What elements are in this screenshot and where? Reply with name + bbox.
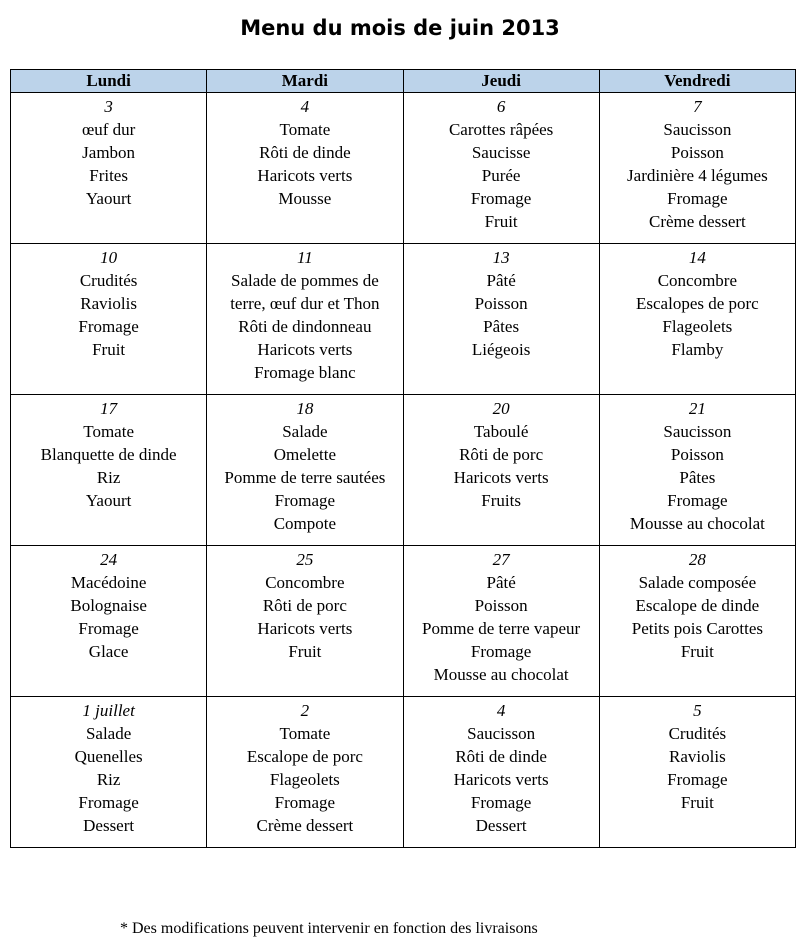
menu-item: Dessert <box>475 816 527 835</box>
menu-item: Saucisse <box>471 143 531 162</box>
day-number: 21 <box>688 399 706 418</box>
menu-item: Fromage <box>78 793 139 812</box>
menu-item: Pâté <box>486 271 516 290</box>
menu-item: Raviolis <box>669 747 726 766</box>
menu-item: Escalopes de porc <box>636 294 759 313</box>
menu-cell-lundi <box>11 697 207 848</box>
menu-cell-vendredi <box>599 395 795 546</box>
menu-item: Fromage <box>470 189 532 208</box>
day-number: 6 <box>496 97 506 116</box>
day-number: 24 <box>100 550 118 569</box>
menu-item: Jardinière 4 légumes <box>627 166 768 185</box>
menu-cell-jeudi <box>403 546 599 697</box>
menu-item: Poisson <box>670 143 724 162</box>
menu-item: Fromage <box>274 793 336 812</box>
week-row <box>11 697 796 848</box>
menu-item: Fruit <box>92 340 126 359</box>
menu-item: Taboulé <box>473 422 529 441</box>
menu-cell-lundi <box>11 93 207 244</box>
menu-item: Haricots verts <box>257 619 353 638</box>
menu-item: Mousse au chocolat <box>629 514 765 533</box>
menu-item: Frites <box>89 166 128 185</box>
menu-item: Haricots verts <box>453 770 549 789</box>
day-number: 25 <box>296 550 314 569</box>
menu-item: Haricots verts <box>257 166 353 185</box>
menu-item: Rôti de porc <box>262 596 347 615</box>
menu-item: Flageolets <box>662 317 733 336</box>
header-mardi: Mardi <box>207 70 403 93</box>
day-number: 2 <box>300 701 310 720</box>
menu-cell-mardi <box>207 93 403 244</box>
day-number: 11 <box>297 248 313 267</box>
day-number: 13 <box>492 248 510 267</box>
menu-item: Macédoine <box>70 573 147 592</box>
menu-item: Fromage <box>274 491 336 510</box>
menu-item: Fruits <box>481 491 521 510</box>
menu-item: Bolognaise <box>70 596 147 615</box>
menu-item: Haricots verts <box>453 468 549 487</box>
menu-item: Saucisson <box>663 120 732 139</box>
menu-item: Rôti de porc <box>459 445 544 464</box>
header-row <box>11 70 796 93</box>
menu-item: Salade de pommes de <box>230 271 379 290</box>
menu-item: Yaourt <box>85 491 132 510</box>
day-number: 20 <box>492 399 510 418</box>
menu-item: Pomme de terre sautées <box>224 468 386 487</box>
menu-cell-mardi <box>207 395 403 546</box>
menu-item: Fromage <box>78 619 139 638</box>
menu-cell-mardi <box>207 697 403 848</box>
menu-item: Tomate <box>279 120 331 139</box>
menu-item: Fromage <box>470 793 532 812</box>
day-number: 5 <box>693 701 702 720</box>
day-number: 1 juillet <box>82 701 135 720</box>
menu-item: Salade <box>282 422 328 441</box>
day-number: 4 <box>496 701 506 720</box>
menu-cell-jeudi <box>403 244 599 395</box>
menu-item: œuf dur <box>81 120 136 139</box>
menu-cell-vendredi <box>599 93 795 244</box>
menu-item: Yaourt <box>85 189 132 208</box>
menu-item: Flamby <box>671 340 724 359</box>
menu-item: Mousse <box>278 189 332 208</box>
menu-item: Crudités <box>79 271 138 290</box>
menu-item: Carottes râpées <box>448 120 554 139</box>
menu-item: Escalope de dinde <box>635 596 760 615</box>
menu-item: Pâtes <box>483 317 520 336</box>
menu-item: Salade composée <box>638 573 757 592</box>
menu-item: Saucisson <box>663 422 732 441</box>
menu-item: Poisson <box>670 445 724 464</box>
menu-item: Omelette <box>273 445 337 464</box>
menu-cell-jeudi <box>403 93 599 244</box>
menu-item: Poisson <box>474 596 528 615</box>
menu-item: Jambon <box>82 143 136 162</box>
day-number: 18 <box>296 399 314 418</box>
menu-item: terre, œuf dur et Thon <box>230 294 380 313</box>
menu-item: Compote <box>273 514 337 533</box>
menu-item: Saucisson <box>467 724 536 743</box>
menu-item: Rôti de dinde <box>259 143 351 162</box>
week-row <box>11 244 796 395</box>
menu-item: Concombre <box>657 271 738 290</box>
menu-cell-lundi <box>11 546 207 697</box>
week-row <box>11 93 796 244</box>
menu-item: Escalope de porc <box>246 747 363 766</box>
menu-item: Mousse au chocolat <box>433 665 569 684</box>
week-row <box>11 395 796 546</box>
menu-item: Fruit <box>484 212 518 231</box>
menu-item: Fruit <box>288 642 322 661</box>
menu-cell-mardi <box>207 546 403 697</box>
menu-item: Petits pois Carottes <box>631 619 764 638</box>
day-number: 14 <box>688 248 706 267</box>
menu-cell-mardi <box>207 244 403 395</box>
menu-item: Dessert <box>83 816 135 835</box>
week-row <box>11 546 796 697</box>
menu-item: Crème dessert <box>648 212 746 231</box>
menu-item: Fromage <box>667 770 728 789</box>
header-lundi: Lundi <box>11 70 207 93</box>
menu-item: Fromage <box>667 189 728 208</box>
menu-item: Raviolis <box>80 294 137 313</box>
menu-item: Concombre <box>265 573 345 592</box>
day-number: 17 <box>100 399 118 418</box>
menu-item: Pâtes <box>679 468 716 487</box>
menu-item: Purée <box>481 166 521 185</box>
menu-item: Tomate <box>83 422 134 441</box>
day-number: 27 <box>492 550 510 569</box>
menu-item: Fromage <box>667 491 728 510</box>
day-number: 4 <box>300 97 310 116</box>
day-number: 7 <box>693 97 702 116</box>
menu-table <box>10 69 796 848</box>
menu-item: Riz <box>96 770 121 789</box>
menu-item: Haricots verts <box>257 340 353 359</box>
menu-item: Flageolets <box>269 770 340 789</box>
header-jeudi: Jeudi <box>403 70 599 93</box>
menu-item: Quenelles <box>74 747 143 766</box>
page-title: Menu du mois de juin 2013 <box>240 16 560 40</box>
menu-item: Pâté <box>486 573 516 592</box>
menu-item: Rôti de dinde <box>455 747 547 766</box>
menu-item: Pomme de terre vapeur <box>422 619 581 638</box>
day-number: 3 <box>104 97 113 116</box>
menu-cell-vendredi <box>599 697 795 848</box>
menu-item: Fromage <box>470 642 532 661</box>
menu-item: Rôti de dindonneau <box>238 317 372 336</box>
menu-item: Glace <box>88 642 129 661</box>
menu-item: Crudités <box>668 724 727 743</box>
menu-item: Fromage blanc <box>254 363 356 382</box>
menu-item: Crème dessert <box>256 816 354 835</box>
menu-cell-jeudi <box>403 395 599 546</box>
header-vendredi: Vendredi <box>599 70 795 93</box>
menu-item: Fruit <box>680 793 714 812</box>
footer-note: * Des modifications peuvent intervenir en fonction des livraisons <box>120 920 538 937</box>
menu-cell-lundi <box>11 244 207 395</box>
menu-item: Fruit <box>680 642 714 661</box>
menu-item: Blanquette de dinde <box>40 445 177 464</box>
menu-cell-vendredi <box>599 244 795 395</box>
menu-item: Riz <box>96 468 121 487</box>
menu-cell-lundi <box>11 395 207 546</box>
menu-item: Salade <box>85 724 132 743</box>
day-number: 10 <box>100 248 118 267</box>
menu-item: Liégeois <box>471 340 531 359</box>
menu-item: Tomate <box>279 724 331 743</box>
menu-cell-vendredi <box>599 546 795 697</box>
day-number: 28 <box>688 550 706 569</box>
menu-item: Poisson <box>474 294 528 313</box>
menu-item: Fromage <box>78 317 139 336</box>
menu-cell-jeudi <box>403 697 599 848</box>
